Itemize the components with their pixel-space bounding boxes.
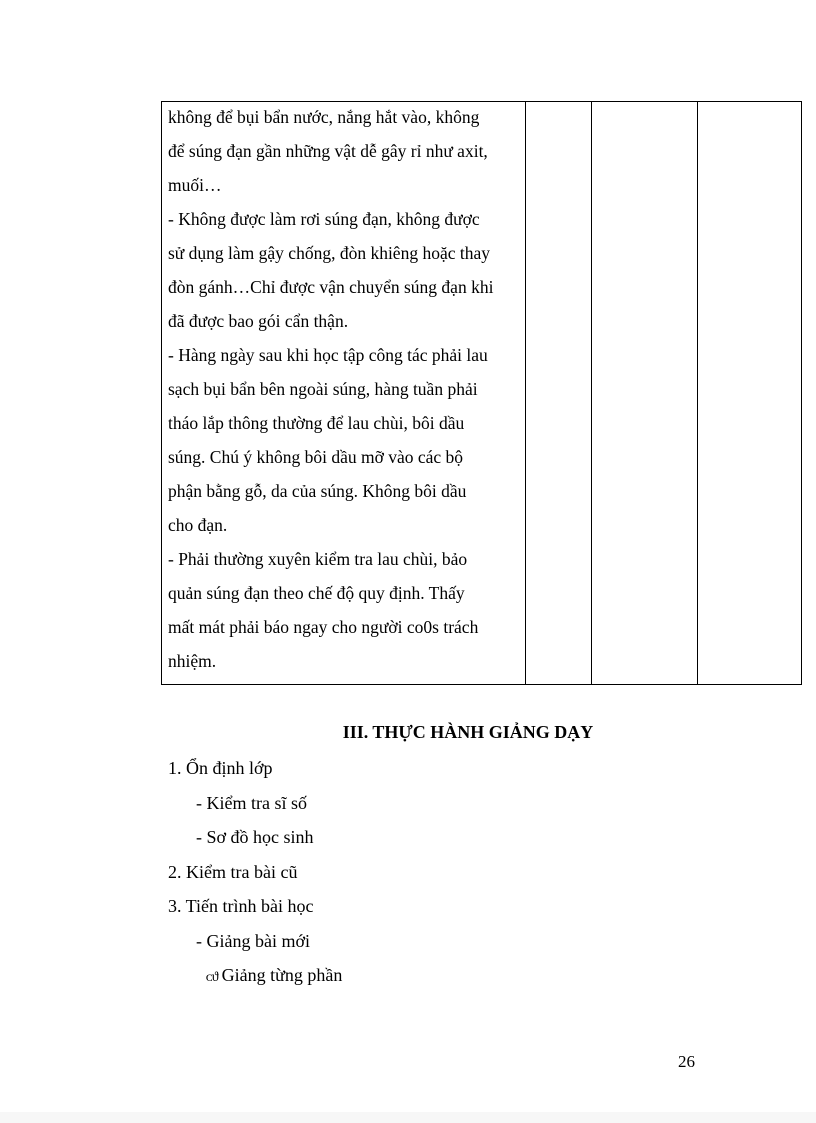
cell-line: quản súng đạn theo chế độ quy định. Thấy — [168, 583, 465, 603]
cell-line: mất mát phải báo ngay cho người co0s trách — [168, 617, 479, 637]
cell-line: không để bụi bẩn nước, nắng hắt vào, không — [168, 107, 480, 127]
page-bottom-band — [0, 1112, 816, 1123]
cell-line: đòn gánh…Chỉ được vận chuyển súng đạn khi — [168, 277, 494, 297]
empty-cell — [698, 102, 802, 685]
cell-line: - Hàng ngày sau khi học tập công tác phải lau — [168, 345, 488, 365]
cell-line: nhiệm. — [168, 651, 217, 671]
outline-item: 3. Tiến trình bài học — [168, 896, 314, 916]
lesson-outline — [168, 754, 342, 996]
page-number: 26 — [678, 1052, 695, 1071]
cell-text — [162, 100, 525, 678]
outline-subitem: - Sơ đồ học sinh — [196, 827, 314, 847]
cell-line: tháo lắp thông thường để lau chùi, bôi dầu — [168, 413, 465, 433]
content-table — [161, 101, 802, 685]
bullet-icon: ᴄϑ — [206, 970, 218, 985]
outline-bullet-item — [168, 961, 342, 996]
outline-subitem: - Giảng bài mới — [196, 930, 310, 951]
text-cell — [162, 102, 526, 685]
section-heading: III. THỰC HÀNH GIẢNG DẠY — [342, 722, 594, 742]
cell-line: cho đạn. — [168, 515, 228, 535]
cell-line: súng. Chú ý không bôi dầu mỡ vào các bộ — [168, 447, 464, 467]
outline-item: 1. Ổn định lớp — [168, 758, 273, 778]
bullet-item-label: Giảng từng phần — [221, 965, 343, 985]
cell-line: - Phải thường xuyên kiểm tra lau chùi, bảo — [168, 549, 468, 569]
cell-line: sạch bụi bẩn bên ngoài súng, hàng tuần phải — [168, 379, 478, 399]
empty-cell — [526, 102, 592, 685]
outline-subitem: - Kiểm tra sĩ số — [196, 792, 307, 813]
cell-line: để súng đạn gần những vật dễ gây rỉ như axit, — [168, 141, 488, 161]
table-row — [162, 102, 802, 685]
cell-line: muối… — [168, 175, 222, 195]
cell-line: đã được bao gói cẩn thận. — [168, 311, 349, 331]
empty-cell — [592, 102, 698, 685]
cell-line: sử dụng làm gậy chống, đòn khiêng hoặc thay — [168, 243, 490, 263]
outline-item: 2. Kiểm tra bài cũ — [168, 861, 298, 882]
cell-line: phận bằng gỗ, da của súng. Không bôi dầu — [168, 481, 467, 501]
cell-line: - Không được làm rơi súng đạn, không được — [168, 209, 480, 229]
